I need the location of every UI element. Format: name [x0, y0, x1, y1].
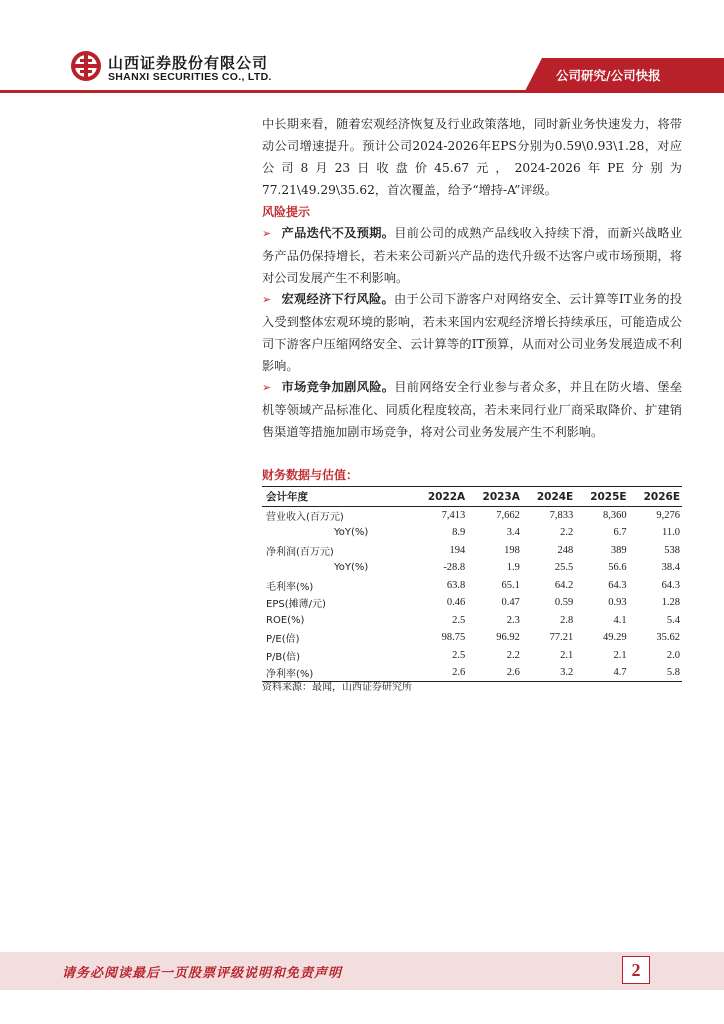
table-cell: 64.2 — [554, 579, 574, 591]
risk-section-title: 风险提示 — [262, 205, 311, 219]
table-cell: 4.1 — [613, 614, 627, 626]
table-cell: 5.4 — [666, 614, 680, 626]
row-label: 净利率(%) — [262, 664, 413, 682]
table-row — [262, 524, 682, 542]
risk-item — [262, 376, 682, 443]
table-cell: 8.9 — [452, 527, 466, 539]
disclaimer-text: 请务必阅读最后一页股票评级说明和免责声明 — [62, 966, 343, 981]
financial-table — [262, 486, 682, 682]
table-cell: 64.3 — [661, 579, 680, 591]
arrow-bullet-icon: ➢ — [262, 293, 272, 306]
table-cell: 9,276 — [656, 510, 680, 521]
table-row — [262, 507, 682, 525]
table-cell: 98.75 — [441, 632, 466, 644]
page-number: 2 — [622, 956, 650, 984]
table-cell: 64.3 — [608, 579, 627, 591]
table-cell: 2.0 — [666, 649, 680, 661]
table-cell: 2.6 — [467, 664, 522, 682]
table-cell: 0.47 — [501, 597, 520, 609]
table-cell: 2.3 — [506, 614, 520, 626]
table-cell: 7,413 — [441, 510, 466, 521]
table-cell: 3.4 — [506, 527, 520, 539]
column-header: 2023A — [467, 487, 522, 507]
row-label: P/B(倍) — [266, 651, 301, 663]
table-cell: 56.6 — [608, 562, 627, 574]
header-divider — [0, 90, 724, 93]
table-row — [262, 647, 682, 665]
table-cell: 2.5 — [452, 614, 466, 626]
table-cell: 7,662 — [496, 510, 520, 521]
risk-item-title: 市场竞争加剧风险。 — [281, 380, 395, 394]
row-label: 净利润(百万元) — [266, 546, 334, 558]
risk-item — [262, 288, 682, 377]
risk-item-text: 由于公司下游客户对网络安全、云计算等IT业务的投入受到整体宏观环境的影响，若未来国内宏观经济增长持续承压，可能造成公司下游客户压缩网络安全、云计算等的IT预算，从而对公司业务发展造成不利影响。 — [262, 292, 683, 373]
row-label: YoY(%) — [334, 562, 369, 574]
table-cell: 0.59 — [554, 597, 574, 609]
column-header: 2026E — [629, 487, 682, 507]
table-cell: 0.46 — [446, 597, 466, 609]
row-label: EPS(摊薄/元) — [266, 599, 326, 611]
risk-item — [262, 222, 682, 289]
table-cell: 2.5 — [452, 649, 466, 661]
table-cell: 35.62 — [656, 632, 680, 644]
risk-item-text: 目前公司的成熟产品线收入持续下滑，而新兴战略业务产品仍保持增长，若未来公司新兴产品的迭代升级不达客户或市场预期，将对公司发展产生不利影响。 — [262, 226, 683, 285]
table-cell: 11.0 — [662, 527, 680, 539]
financials-title: 财务数据与估值： — [262, 468, 359, 482]
table-cell: 8,360 — [602, 510, 627, 521]
arrow-bullet-icon: ➢ — [262, 227, 272, 240]
table-cell: 2.1 — [560, 649, 574, 661]
table-cell: 1.28 — [661, 597, 680, 609]
table-row — [262, 594, 682, 612]
table-cell: -28.8 — [443, 562, 466, 574]
table-cell: 96.92 — [496, 632, 520, 644]
arrow-bullet-icon: ➢ — [262, 381, 272, 394]
column-header: 2025E — [575, 487, 628, 507]
table-row — [262, 577, 682, 595]
table-cell: 63.8 — [446, 579, 466, 591]
table-row — [262, 542, 682, 560]
table-row — [262, 629, 682, 647]
row-label: 毛利率(%) — [266, 581, 314, 593]
row-label: YoY(%) — [334, 527, 369, 539]
row-label: ROE(%) — [266, 614, 305, 626]
table-cell: 49.29 — [602, 632, 627, 644]
company-name-en: SHANXI SECURITIES CO., LTD. — [108, 71, 272, 83]
table-cell: 198 — [504, 544, 520, 556]
table-cell: 25.5 — [554, 562, 574, 574]
row-label: 营业收入(百万元) — [266, 512, 344, 523]
table-cell: 3.2 — [522, 664, 575, 682]
company-name-cn: 山西证券股份有限公司 — [108, 54, 269, 72]
table-cell: 5.8 — [629, 664, 682, 682]
risk-item-title: 宏观经济下行风险。 — [281, 292, 395, 306]
table-cell: 2.1 — [613, 649, 627, 661]
data-source-note: 资料来源：最闻，山西证券研究所 — [262, 682, 412, 693]
risk-item-text: 目前网络安全行业参与者众多，并且在防火墙、堡垒机等领域产品标准化、同质化程度较高，若未来同行业厂商采取降价、扩建销售渠道等措施加剧市场竞争，将对公司业务发展产生不利影响。 — [262, 380, 683, 439]
row-label: P/E(倍) — [266, 634, 300, 646]
table-cell: 538 — [664, 544, 680, 556]
table-cell: 6.7 — [613, 527, 627, 539]
table-row — [262, 559, 682, 577]
section-label: 公司研究/公司快报 — [556, 68, 661, 83]
table-cell: 2.2 — [560, 527, 574, 539]
table-row — [262, 612, 682, 630]
column-header: 2022A — [413, 487, 468, 507]
table-cell: 65.1 — [501, 579, 520, 591]
table-cell: 7,833 — [549, 510, 574, 521]
table-cell: 4.7 — [575, 664, 628, 682]
column-header: 会计年度 — [262, 487, 413, 507]
table-cell: 2.2 — [506, 649, 520, 661]
table-cell: 2.6 — [413, 664, 468, 682]
table-header-row — [262, 487, 682, 507]
table-cell: 2.8 — [560, 614, 574, 626]
table-cell: 77.21 — [549, 632, 574, 644]
table-cell: 194 — [449, 544, 466, 556]
column-header: 2024E — [522, 487, 575, 507]
table-cell: 248 — [557, 544, 574, 556]
intro-paragraph: 中长期来看，随着宏观经济恢复及行业政策落地，同时新业务快速发力，将带动公司增速提升。预计公司2024-2026年EPS分别为0.59\0.93\1.28，对应公司8月23日收盘价45.67元，2024-2026年PE分别为77.21\49.29\35.62，首次覆盖，给予“增持-A”评级。 — [262, 117, 682, 197]
table-cell: 38.4 — [661, 562, 680, 574]
risk-item-title: 产品迭代不及预期。 — [281, 226, 395, 240]
page-header — [0, 0, 724, 96]
company-logo-icon — [70, 50, 102, 82]
table-cell: 0.93 — [608, 597, 627, 609]
table-cell: 1.9 — [506, 562, 520, 574]
table-cell: 389 — [610, 544, 627, 556]
